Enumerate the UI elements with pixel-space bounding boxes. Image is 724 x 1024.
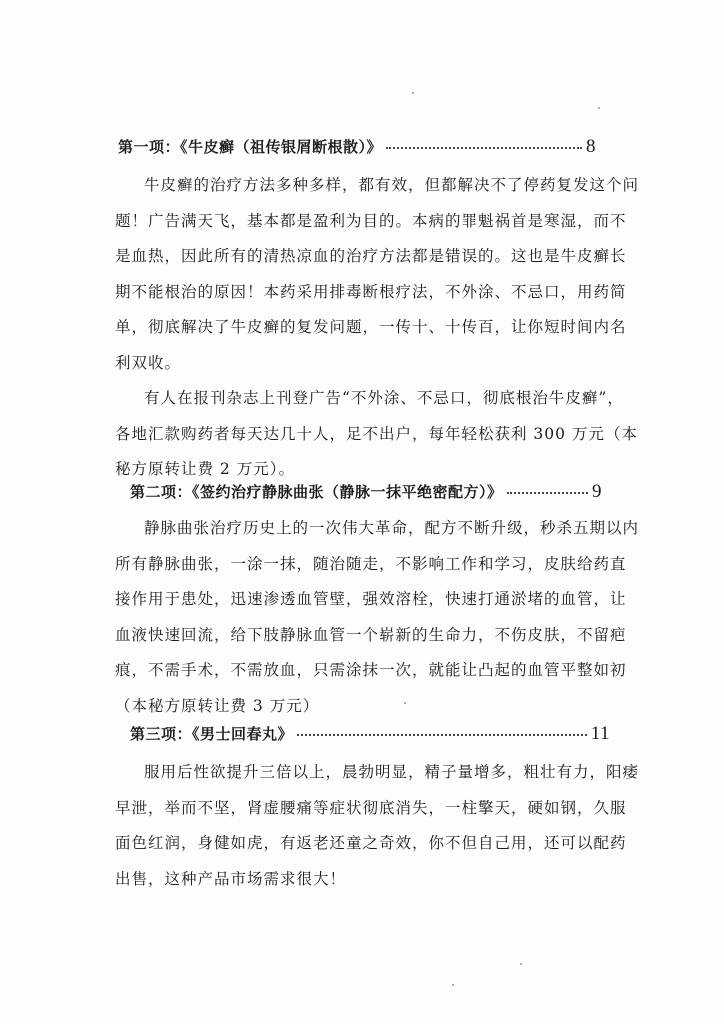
text-line: 期不能根治的原因！本药采用排毒断根疗法，不外涂、不忌口，用药简	[115, 282, 627, 301]
text-line: 接作用于患处，迅速渗透血管壁，强效溶栓，快速打通淤堵的血管，让	[115, 590, 627, 608]
text-line: 利双收。	[115, 353, 182, 372]
text-line: 有人在报刊杂志上刊登广告“不外涂、不忌口，彻底根治牛皮癣”，	[144, 389, 624, 407]
scan-speck	[452, 984, 454, 986]
entry-page-number: 9	[592, 481, 602, 502]
text-line: 早泄，举而不坚，肾虚腰痛等症状彻底消失，一柱擎天，硬如钢，久服	[115, 798, 627, 817]
text-line: 服用后性欲提升三倍以上，晨勃明显，精子量增多，粗壮有力，阳痿	[144, 763, 640, 781]
paragraph	[115, 511, 639, 724]
entry-title: 第三项：《男士回春丸》	[130, 725, 294, 743]
scan-speck	[520, 963, 522, 965]
text-line: 痕，不需手术，不需放血，只需涂抹一次，就能让凸起的血管平整如初	[115, 661, 627, 679]
scan-speck	[598, 107, 600, 109]
text-line: 血液快速回流，给下肢静脉血管一个崭新的生命力，不伤皮肤，不留疤	[115, 625, 627, 644]
text-line: 秘方原转让费 2 万元）。	[115, 460, 295, 478]
text-line: 各地汇款购药者每天达几十人，足不出户，每年轻松获利 300 万元（本	[115, 424, 638, 443]
entry-title: 第一项：《牛皮癣（祖传银屑断根散）》	[118, 138, 383, 156]
text-line: 静脉曲张治疗历史上的一次伟大革命，配方不断升级，秒杀五期以内	[144, 519, 640, 537]
entry-heading-2	[130, 481, 602, 503]
entry-title: 第二项：《签约治疗静脉曲张（静脉一抹平绝密配方）》	[130, 483, 503, 501]
text-line: （本秘方原转让费 3 万元）	[115, 696, 320, 715]
text-line: 牛皮癣的治疗方法多种多样，都有效，但都解决不了停药复发这个问	[144, 176, 640, 194]
entry-heading-1	[118, 136, 596, 158]
scan-speck	[404, 702, 406, 704]
entry-heading-3	[130, 723, 610, 745]
paragraph	[115, 168, 639, 381]
scan-speck	[412, 92, 414, 94]
dot-leader	[386, 147, 582, 149]
text-line: 单，彻底解决了牛皮癣的复发问题，一传十、十传百，让你短时间内名	[115, 318, 627, 336]
paragraph	[115, 381, 638, 488]
entry-page-number: 11	[590, 723, 610, 744]
text-line: 是血热，因此所有的清热凉血的治疗方法都是错误的。这也是牛皮癣长	[115, 247, 627, 265]
text-line: 出售，这种产品市场需求很大！	[115, 869, 347, 888]
paragraph	[115, 755, 639, 897]
text-line: 面色红润，身健如虎，有返老还童之奇效，你不但自己用，还可以配药	[115, 834, 627, 852]
text-line: 题！广告满天飞，基本都是盈利为目的。本病的罪魁祸首是寒湿，而不	[115, 211, 627, 230]
dot-leader	[507, 492, 588, 494]
entry-page-number: 8	[586, 136, 596, 157]
dot-leader	[297, 734, 587, 736]
text-line: 所有静脉曲张，一涂一抹，随治随走，不影响工作和学习，皮肤给药直	[115, 554, 627, 573]
